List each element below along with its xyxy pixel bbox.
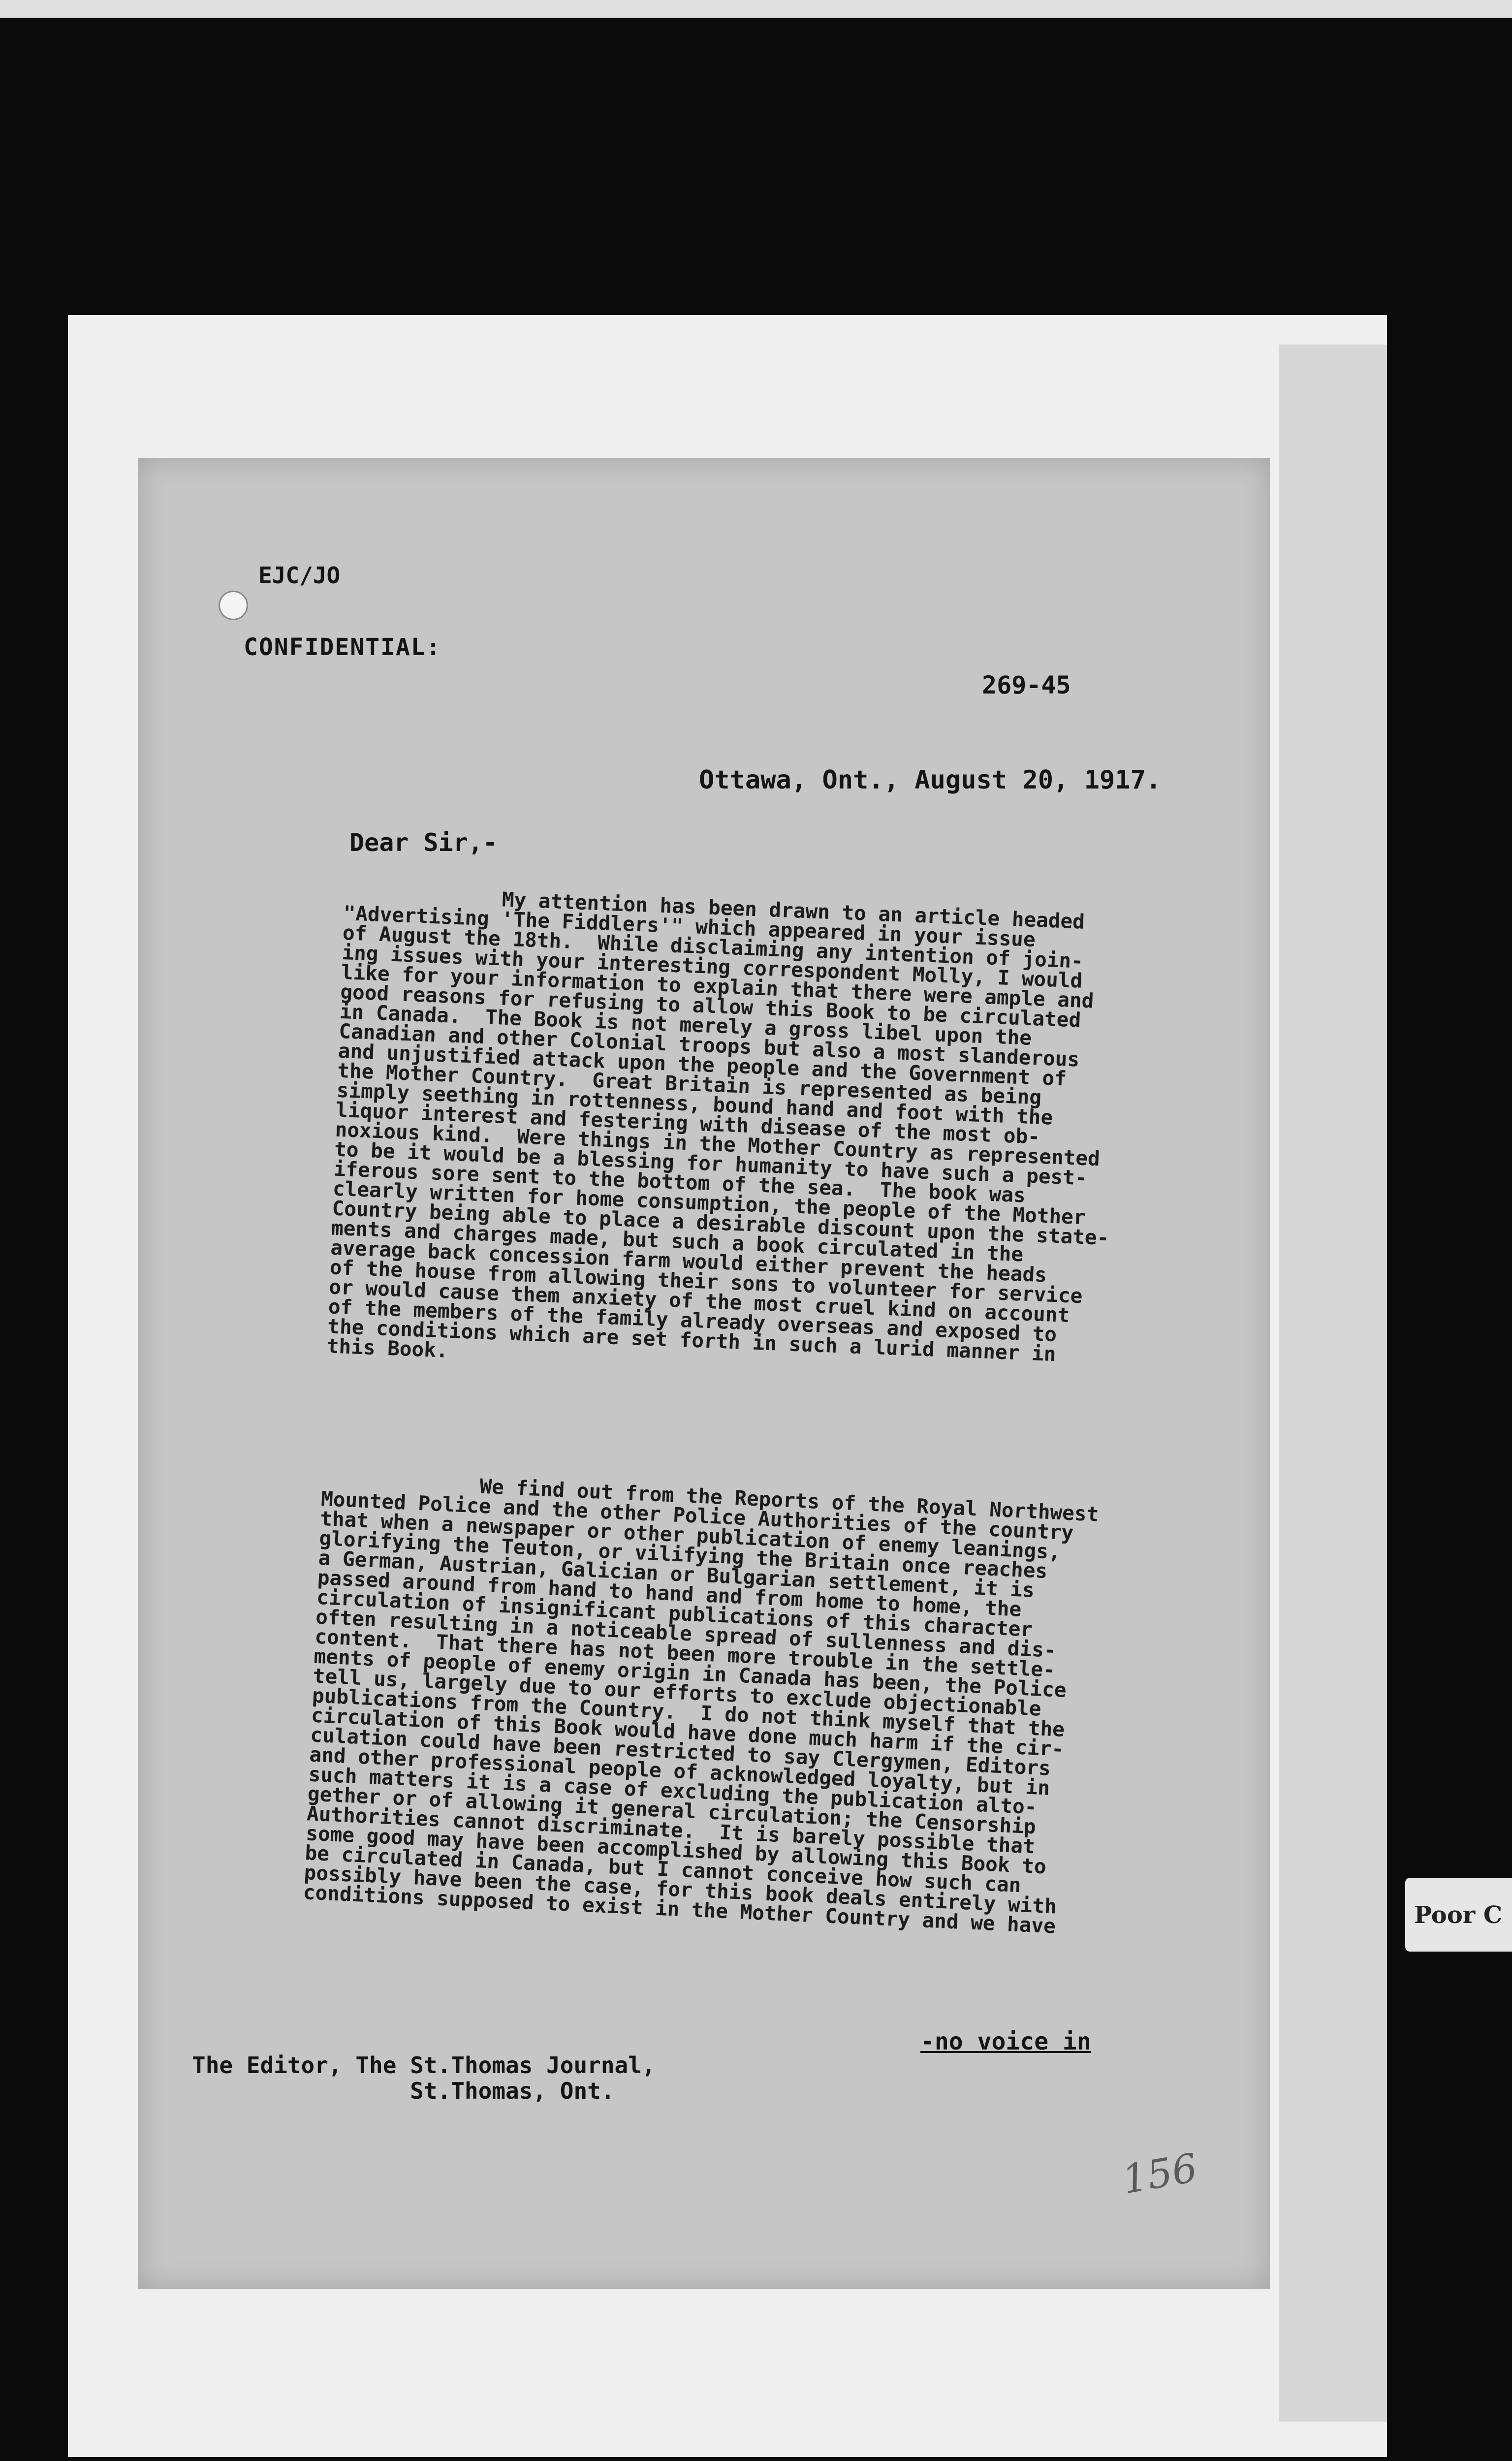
letter-paragraph-1: My attention has been drawn to an article headed "Advertising 'The Fiddlers'" which appeared in your issue of August the 18th. While disclaiming any intention of join- ing issues with your interesting correspondent Molly, I would like for your information to explain that there were ample and good reasons for refusing to allow this Book to be circulated in Canada. The Book is not merely a gross libel upon the Canadian and other Colonial troops but also a most slanderous and unjustified attack upon the people and the Government of the Mother Country. Great Britain is represented as being simply seething in rottenness, bound hand and foot with the liquor interest and festering with disease of the most ob- noxious kind. Were things in the Mother Country as represented to be it would be a blessing for humanity to have such a pest- iferous sore sent to the bottom of the sea. The book was clearly written for home consumption, the people of the Mother Country being able to place a desirable discount upon the state- ments and charges made, but such a book circulated in the average back concession farm would either prevent the heads of the house from allowing their sons to volunteer for service or would cause them anxiety of the most cruel kind on account of the members of the family already overseas and exposed to the conditions which are set forth in such a lurid manner in this Book. [326, 882, 1110, 1366]
punch-hole [219, 591, 248, 620]
letter-paragraph-2: We find out from the Reports of the Royal Northwest Mounted Police and the other Police Authorities of the country that when a newspaper or other publication of enemy leanings, glorifying the Teuton, or vilifying the Britain once reaches a German, Austrian, Galician or Bulgarian settlement, it is passed around from hand to hand and from home to home, the circulation of insignificant publications of this character often resulting in a noticeable spread of sullenness and dis- content. That there has not been more trouble in the settle- ments of people of enemy origin in Canada has been, the Police tell us, largely due to our efforts to exclude objectionable publications from the Country. I do not think myself that the circulation of this Book would have done much harm if the cir- culation could have been restricted to say Clergymen, Editors and other professional people of acknowledged loyalty, but in such matters it is a case of excluding the publication alto- gether or of allowing it general circulation; the Censorship Authorities cannot discriminate. It is barely possible that some good may have been accomplished by allowing this Book to be circulated in Canada, but I cannot conceive how such can possibly have been the case, for this book deals entirely with conditions supposed to exist in the Mother Country and we have [302, 1467, 1100, 1938]
handwritten-folio-number: 156 [1119, 2145, 1201, 2203]
side-tab [1405, 1878, 1512, 1952]
reference-initials: EJC/JO [258, 562, 341, 589]
dateline: Ottawa, Ont., August 20, 1917. [699, 765, 1162, 795]
catchword: -no voice in [920, 2028, 1091, 2055]
recipient-address: The Editor, The St.Thomas Journal, St.Thomas, Ont. [192, 2052, 656, 2104]
mount-sheet-shadow [1279, 345, 1387, 2422]
salutation: Dear Sir,- [349, 828, 498, 857]
film-top-strip [0, 0, 1512, 18]
side-tab-label: Poor C [1414, 1901, 1503, 1929]
file-number: 269-45 [982, 671, 1071, 699]
confidential-heading: CONFIDENTIAL: [244, 633, 441, 661]
